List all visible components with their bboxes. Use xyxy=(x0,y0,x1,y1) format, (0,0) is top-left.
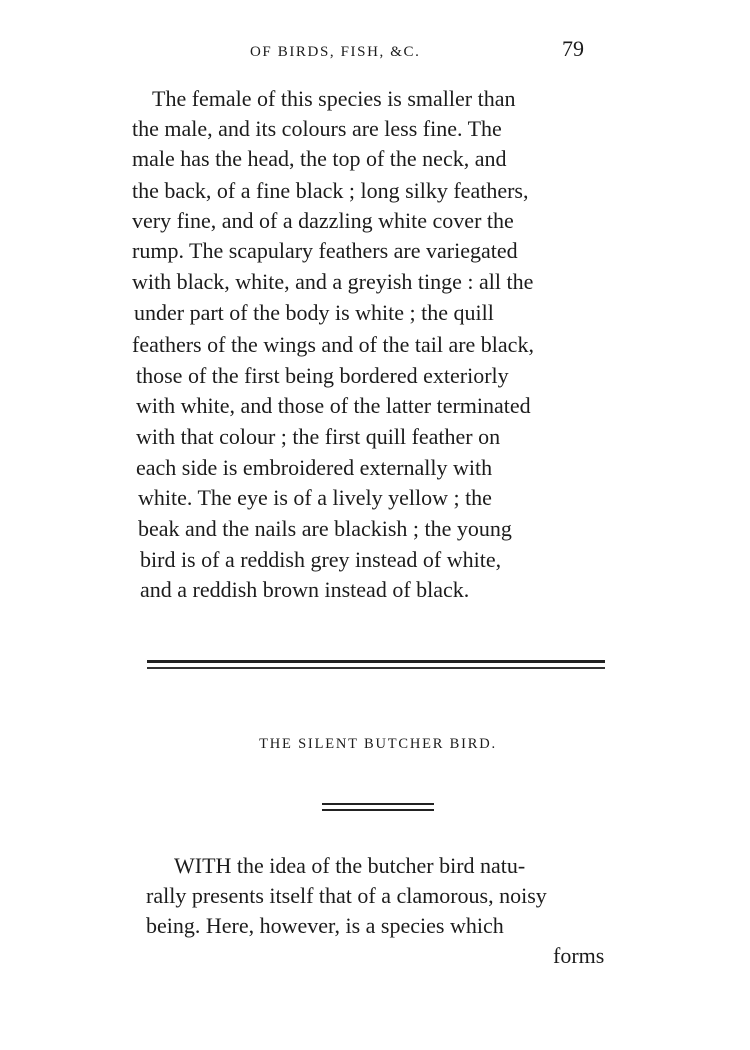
text-line: beak and the nails are blackish ; the young xyxy=(138,516,512,541)
text-line: with black, white, and a greyish tinge : all the xyxy=(132,269,534,294)
text-line: feathers of the wings and of the tail are black, xyxy=(132,332,534,357)
running-head: OF BIRDS, FISH, &C. xyxy=(250,44,421,60)
text-line: rally presents itself that of a clamorous, noisy xyxy=(146,883,547,908)
heading-rule-lower xyxy=(322,809,434,811)
page-number: 79 xyxy=(562,36,584,61)
catchword: forms xyxy=(553,943,605,968)
text-line: those of the first being bordered exteriorly xyxy=(136,363,509,388)
text-line: under part of the body is white ; the quill xyxy=(134,300,494,325)
text-line: the male, and its colours are less fine. The xyxy=(132,116,502,141)
text-line: bird is of a reddish grey instead of white, xyxy=(140,547,502,572)
section-heading: THE SILENT BUTCHER BIRD. xyxy=(259,736,497,752)
text-line: and a reddish brown instead of black. xyxy=(140,577,470,602)
text-line: white. The eye is of a lively yellow ; the xyxy=(138,485,492,510)
text-line: The female of this species is smaller than xyxy=(152,86,516,111)
text-line: with that colour ; the first quill feather on xyxy=(136,424,501,449)
text-line: the back, of a fine black ; long silky feathers, xyxy=(132,178,529,203)
text-line: with white, and those of the latter terminated xyxy=(136,393,531,418)
text-line: rump. The scapulary feathers are variegated xyxy=(132,238,518,263)
section-divider xyxy=(147,660,605,663)
text-line: male has the head, the top of the neck, and xyxy=(132,146,507,171)
text-line: very fine, and of a dazzling white cover the xyxy=(132,208,514,233)
text-line: WITH the idea of the butcher bird natu- xyxy=(174,853,526,878)
text-line: each side is embroidered externally with xyxy=(136,455,493,480)
heading-rule xyxy=(322,803,434,805)
section-divider-thin xyxy=(147,667,605,669)
text-line: being. Here, however, is a species which xyxy=(146,913,504,938)
